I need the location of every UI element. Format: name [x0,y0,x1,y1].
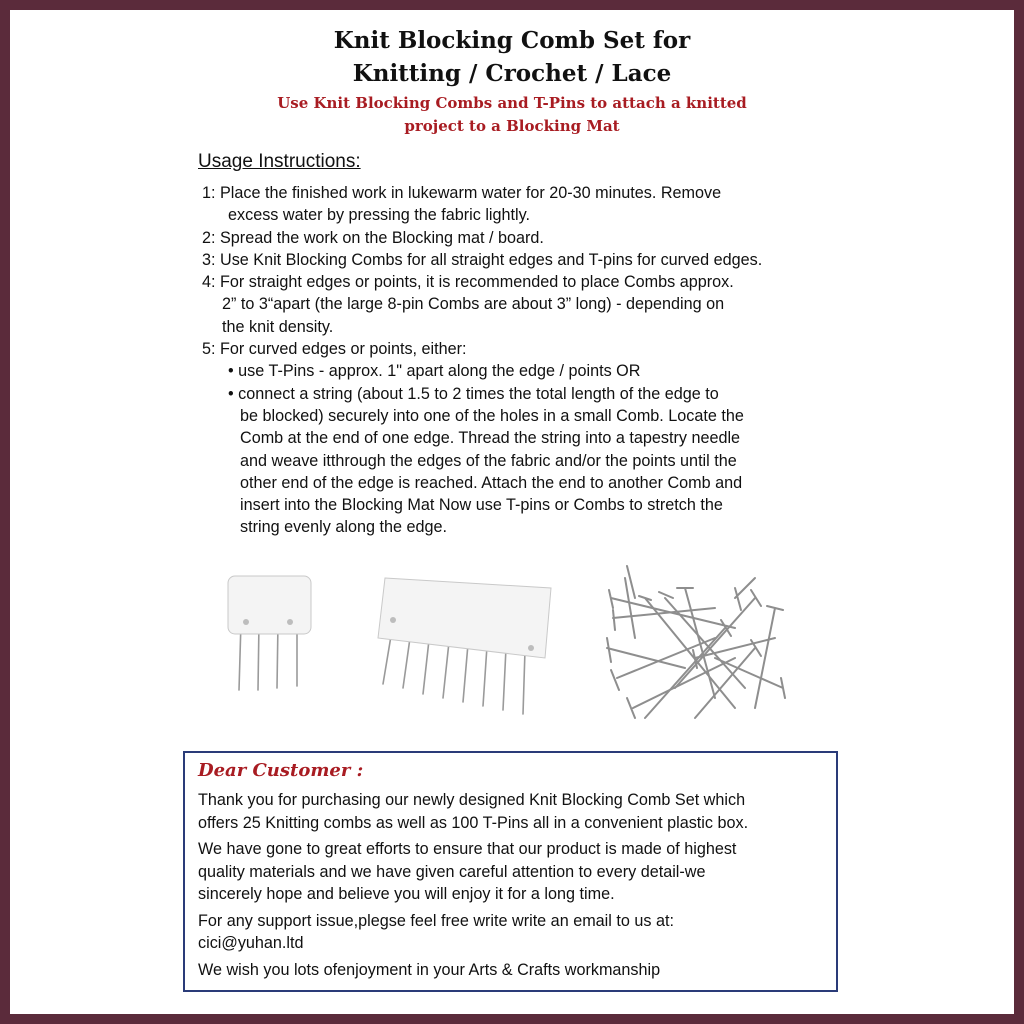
step-5-bullet-2-line-4: and weave itthrough the edges of the fabric and/or the points until the [240,451,737,470]
customer-heading: Dear Customer : [198,760,364,781]
page-title [10,24,1014,90]
step-1-line-2: excess water by pressing the fabric lightly. [228,206,530,225]
step-5-bullet-2-line-6: insert into the Blocking Mat Now use T-pins or Combs to stretch the [240,496,723,515]
small-comb-image [228,576,311,690]
step-4-line-3: the knit density. [222,317,334,336]
customer-para-2-line-1: We have gone to great efforts to ensure that our product is made of highest [198,840,737,858]
product-illustration [215,538,815,738]
usage-steps [202,182,892,539]
step-1-line-1: 1: Place the finished work in lukewarm water for 20-30 minutes. Remove [202,184,722,202]
step-4-line-2: 2” to 3“apart (the large 8-pin Combs are about 3” long) - depending on [222,295,725,314]
step-5-bullet-1: • use T-Pins - approx. 1" apart along the edge / points OR [228,362,641,381]
title-line-2: Knitting / Crochet / Lace [352,60,672,87]
step-5-bullet-2-line-3: Comb at the end of one edge. Thread the string into a tapestry needle [240,429,741,448]
subtitle-line-2: project to a Blocking Mat [404,117,620,135]
t-pins-image [607,566,785,718]
customer-para-2-line-2: quality materials and we have given careful attention to every detail-we [198,862,706,881]
step-5-bullet-2-line-1: • connect a string (about 1.5 to 2 times the total length of the edge to [228,384,719,403]
step-5-bullet-2-line-7: string evenly along the edge. [240,518,447,537]
title-line-1: Knit Blocking Comb Set for [333,27,691,54]
customer-para-3-line-1: For any support issue,plegse feel free write write an email to us at: [198,911,674,930]
subtitle-line-1: Use Knit Blocking Combs and T-Pins to attach a knitted [277,94,747,112]
customer-para-2-line-3: sincerely hope and believe you will enjoy it for a long time. [198,885,615,903]
step-5-bullet-2-line-2: be blocked) securely into one of the holes in a small Comb. Locate the [240,406,744,425]
customer-message-box [183,751,838,992]
step-3: 3: Use Knit Blocking Combs for all straight edges and T-pins for curved edges. [202,250,763,269]
customer-para-1-line-2: offers 25 Knitting combs as well as 100 T-Pins all in a convenient plastic box. [198,813,749,832]
customer-para-4: We wish you lots ofenjoyment in your Arts & Crafts workmanship [198,960,661,979]
customer-para-2 [198,838,836,906]
usage-heading: Usage Instructions: [198,151,361,172]
page-subtitle [10,92,1014,138]
page [10,10,1014,1014]
customer-para-3 [198,910,836,955]
customer-para-1-line-1: Thank you for purchasing our newly designed Knit Blocking Comb Set which [198,791,746,809]
step-4-line-1: 4: For straight edges or points, it is recommended to place Combs approx. [202,273,734,292]
step-5: 5: For curved edges or points, either: [202,340,467,359]
step-2: 2: Spread the work on the Blocking mat / board. [202,228,544,247]
step-5-bullet-2-line-5: other end of the edge is reached. Attach the end to another Comb and [240,473,743,492]
large-comb-image [378,578,551,714]
support-email: cici@yuhan.ltd [198,934,304,952]
customer-para-1 [198,789,836,834]
